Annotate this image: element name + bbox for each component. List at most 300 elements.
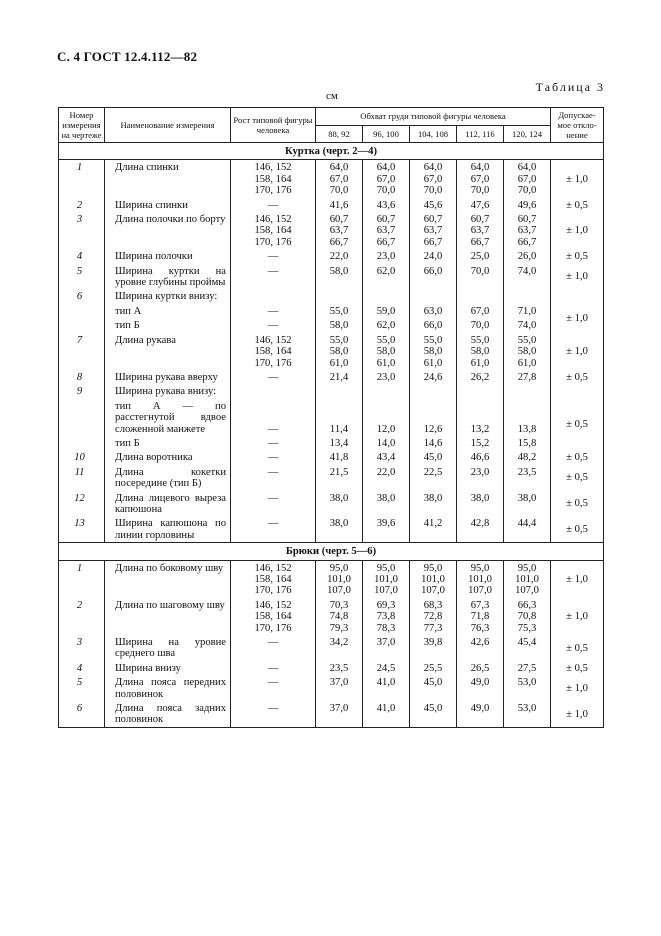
cell-line: 14,0 [376,437,396,449]
value-cell [457,491,504,517]
cell-line: 58,0 [329,320,349,332]
height-cell [231,465,316,491]
value-cell [316,491,363,517]
cell-line: 70,0 [329,185,349,197]
cell-line: 107,0 [327,585,351,597]
cell-line: 67,0 [517,173,537,185]
table-subrow [59,304,604,318]
measure-name: Ширина куртки на уровне глубины проймы [105,264,231,290]
height-cell [231,289,316,303]
cell-line: 146, 152 [254,562,292,574]
value-cell [504,384,551,398]
cell-line: 45,0 [423,703,443,715]
value-cell [504,249,551,263]
cell-line: 95,0 [517,562,537,574]
height-cell [231,701,316,727]
value-cell [363,370,410,384]
cell-line: 27,8 [517,371,537,383]
value-cell [316,212,363,249]
cell-line: 170, 176 [254,622,292,634]
cell-line: 23,0 [376,371,396,383]
value-cell [457,160,504,198]
cell-line: 13,2 [470,423,490,435]
cell-line: 146, 152 [254,214,292,226]
value-cell [410,370,457,384]
value-cell [410,436,457,450]
measure-number: 6 [59,289,105,303]
cell-line: 58,0 [329,265,349,277]
col-header-height: Рост типовой фигуры человека [231,108,316,143]
value-cell [363,560,410,598]
tolerance-cell: ± 1,0 [551,675,604,701]
value-cell [457,436,504,450]
value-cell [457,450,504,464]
cell-line: 66,7 [423,236,443,248]
value-cell [504,635,551,661]
height-cell [231,212,316,249]
height-cell [231,399,316,436]
cell-line: 24,0 [423,251,443,263]
cell-line: 39,6 [376,518,396,530]
cell-line: 74,0 [517,320,537,332]
table-row [59,450,604,464]
value-cell [410,516,457,542]
value-cell [410,249,457,263]
cell-line: 42,6 [470,637,490,649]
value-cell [363,399,410,436]
value-cell [316,160,363,198]
tolerance-cell: ± 0,5 [551,491,604,517]
measure-number: 3 [59,635,105,661]
cell-line: 70,0 [470,265,490,277]
cell-line: 23,0 [470,466,490,478]
height-cell [231,516,316,542]
value-cell [410,675,457,701]
measure-name: Длина спинки [105,160,231,198]
cell-line: 23,5 [517,466,537,478]
cell-line: 76,3 [470,622,490,634]
tolerance-cell: ± 1,0 [551,598,604,635]
value-cell [316,516,363,542]
cell-line: 170, 176 [254,357,292,369]
cell-line: 37,0 [329,677,349,689]
cell-line: 21,5 [329,466,349,478]
value-cell [363,384,410,398]
value-cell [457,318,504,332]
height-cell [231,318,316,332]
value-cell [410,212,457,249]
cell-line: 70,8 [517,611,537,623]
col-header-chest-size: 120, 124 [504,125,551,143]
value-cell [363,701,410,727]
measure-subname: тип Б [105,436,231,450]
value-cell [457,212,504,249]
value-cell [457,516,504,542]
tolerance-cell: ± 1,0 [551,212,604,249]
tolerance-cell: ± 0,5 [551,635,604,661]
measure-name: Длина рукава [105,333,231,370]
cell-line: 146, 152 [254,599,292,611]
cell-line: 58,0 [517,346,537,358]
cell-line: 64,0 [423,162,443,174]
value-cell [504,465,551,491]
value-cell [363,450,410,464]
cell-line: — [267,637,279,649]
value-cell [316,450,363,464]
cell-line: — [267,265,279,277]
tolerance-cell: ± 1,0 [551,333,604,370]
cell-line: 41,0 [376,703,396,715]
cell-line: 66,7 [376,236,396,248]
height-cell [231,560,316,598]
cell-line: 60,7 [423,214,443,226]
measure-name: Длина по боковому шву [105,560,231,598]
value-cell [363,160,410,198]
cell-line: 61,0 [470,357,490,369]
measure-name: Ширина полочки [105,249,231,263]
cell-line: 25,0 [470,251,490,263]
measure-number: 4 [59,249,105,263]
tolerance-cell: ± 0,5 [551,450,604,464]
cell-line: 158, 164 [254,611,292,623]
value-cell [316,661,363,675]
measure-name: Длина полочки по борту [105,212,231,249]
measure-number: 6 [59,701,105,727]
table-row [59,560,604,598]
section-title: Куртка (черт. 2—4) [59,143,604,160]
cell-line: 53,0 [517,703,537,715]
table-subrow [59,436,604,450]
cell-line: 38,0 [517,492,537,504]
cell-line: 64,0 [329,162,349,174]
measure-name: Ширина рукава внизу: [105,384,231,398]
cell-line: 24,6 [423,371,443,383]
measure-number: 7 [59,333,105,370]
cell-line: — [267,199,279,211]
table-row [59,635,604,661]
tolerance-cell: ± 0,5 [551,249,604,263]
cell-line: 15,2 [470,437,490,449]
cell-line: 55,0 [423,334,443,346]
tolerance-cell: ± 1,0 [551,560,604,598]
cell-line: — [267,677,279,689]
cell-line: 15,8 [517,437,537,449]
cell-line: — [267,320,279,332]
cell-line: 69,3 [376,599,396,611]
cell-line: 23,5 [329,662,349,674]
cell-line: 59,0 [376,305,396,317]
cell-line: 13,8 [517,423,537,435]
cell-line: 55,0 [329,305,349,317]
cell-line: 58,0 [376,346,396,358]
value-cell [363,333,410,370]
value-cell [457,598,504,635]
cell-line: 45,0 [423,452,443,464]
value-cell [363,436,410,450]
measure-number: 9 [59,384,105,398]
value-cell [363,289,410,303]
value-cell [504,436,551,450]
height-cell [231,384,316,398]
cell-line: 146, 152 [254,162,292,174]
cell-line: 75,3 [517,622,537,634]
measure-name: Длина воротника [105,450,231,464]
value-cell [316,635,363,661]
cell-line: 47,6 [470,199,490,211]
cell-line: 158, 164 [254,574,292,585]
value-cell [316,399,363,436]
height-cell [231,264,316,290]
measure-number: 8 [59,370,105,384]
measure-number [59,436,105,450]
cell-line: 170, 176 [254,236,292,248]
cell-line: 49,0 [470,677,490,689]
cell-line: 48,2 [517,452,537,464]
value-cell [410,318,457,332]
measure-subname: тип А [105,304,231,318]
cell-line: 11,4 [329,423,349,435]
cell-line: 146, 152 [254,334,292,346]
cell-line: 38,0 [329,492,349,504]
value-cell [316,289,363,303]
value-cell [410,560,457,598]
cell-line: 95,0 [470,562,490,574]
cell-line: — [267,371,279,383]
height-cell [231,333,316,370]
cell-line: 22,0 [329,251,349,263]
measure-number: 5 [59,264,105,290]
value-cell [457,333,504,370]
value-cell [316,560,363,598]
value-cell [363,198,410,212]
value-cell [457,198,504,212]
value-cell [504,160,551,198]
cell-line: 42,8 [470,518,490,530]
table-row [59,160,604,198]
cell-line: 41,2 [423,518,443,530]
value-cell [457,675,504,701]
cell-line: 101,0 [374,574,398,585]
value-cell [457,384,504,398]
cell-line: 71,0 [517,305,537,317]
cell-line: — [267,518,279,530]
height-cell [231,198,316,212]
col-header-chest-size: 88, 92 [316,125,363,143]
value-cell [457,701,504,727]
cell-line: 62,0 [376,320,396,332]
value-cell [410,399,457,436]
measure-number: 2 [59,198,105,212]
cell-line: 14,6 [423,437,443,449]
table-row [59,701,604,727]
cell-line: 41,8 [329,452,349,464]
col-header-chest-size: 104, 108 [410,125,457,143]
tolerance-cell: ± 1,0 [551,701,604,727]
tolerance-cell: ± 0,5 [551,384,604,450]
value-cell [316,436,363,450]
cell-line: 107,0 [468,585,492,597]
value-cell [504,212,551,249]
value-cell [410,701,457,727]
value-cell [363,465,410,491]
value-cell [363,318,410,332]
table-row [59,465,604,491]
cell-line: 61,0 [329,357,349,369]
cell-line: 107,0 [374,585,398,597]
height-cell [231,491,316,517]
measure-number [59,304,105,318]
cell-line: 53,0 [517,677,537,689]
value-cell [504,598,551,635]
measure-name: Ширина внизу [105,661,231,675]
cell-line: 95,0 [423,562,443,574]
measure-name: Длина пояса передних половинок [105,675,231,701]
cell-line: 66,7 [329,236,349,248]
value-cell [316,333,363,370]
cell-line: 74,0 [517,265,537,277]
cell-line: 24,5 [376,662,396,674]
value-cell [410,450,457,464]
cell-line: 71,8 [470,611,490,623]
table-row [59,661,604,675]
value-cell [457,635,504,661]
section-row [59,543,604,560]
value-cell [504,304,551,318]
cell-line: 63,7 [423,225,443,237]
cell-line: 34,2 [329,637,349,649]
cell-line: 61,0 [423,357,443,369]
cell-line: 170, 176 [254,185,292,197]
cell-line: 38,0 [470,492,490,504]
table-caption: Таблица 3 [535,80,605,94]
cell-line: 158, 164 [254,173,292,185]
cell-line: 13,4 [329,437,349,449]
value-cell [504,198,551,212]
cell-line: 12,0 [376,423,396,435]
cell-line: 43,4 [376,452,396,464]
cell-line: 61,0 [376,357,396,369]
cell-line: 64,0 [470,162,490,174]
col-header-tolerance: Допускае-мое откло-нение [551,108,604,143]
value-cell [316,318,363,332]
col-header-chest: Обхват груди типовой фигуры человека [316,108,551,126]
value-cell [504,370,551,384]
value-cell [363,675,410,701]
cell-line: 64,0 [376,162,396,174]
cell-line: 63,7 [329,225,349,237]
value-cell [316,598,363,635]
value-cell [504,661,551,675]
cell-line: 43,6 [376,199,396,211]
cell-line: 101,0 [468,574,492,585]
cell-line: — [267,662,279,674]
value-cell [410,598,457,635]
value-cell [410,465,457,491]
value-cell [316,304,363,318]
cell-line: 158, 164 [254,225,292,237]
value-cell [316,701,363,727]
cell-line: 72,8 [423,611,443,623]
measure-name: Длина кокетки посередине (тип Б) [105,465,231,491]
table-subrow [59,399,604,436]
value-cell [410,661,457,675]
section-row [59,143,604,160]
cell-line: — [267,305,279,317]
measurements-table [58,107,604,728]
cell-line: 67,0 [329,173,349,185]
cell-line: 60,7 [517,214,537,226]
cell-line: 26,2 [470,371,490,383]
cell-line: 64,0 [517,162,537,174]
cell-line: — [267,423,279,435]
cell-line: 45,4 [517,637,537,649]
cell-line: 37,0 [376,637,396,649]
value-cell [410,160,457,198]
cell-line: 107,0 [421,585,445,597]
cell-line: 49,0 [470,703,490,715]
cell-line: 60,7 [376,214,396,226]
table-row [59,264,604,290]
measure-number: 2 [59,598,105,635]
height-cell [231,436,316,450]
measure-name: Длина по шаговому шву [105,598,231,635]
table-row [59,249,604,263]
cell-line: — [267,466,279,478]
measure-number: 11 [59,465,105,491]
cell-line: 39,8 [423,637,443,649]
cell-line: 67,0 [470,173,490,185]
cell-line: 67,3 [470,599,490,611]
value-cell [457,560,504,598]
value-cell [363,249,410,263]
cell-line: 73,8 [376,611,396,623]
table-subrow [59,318,604,332]
table-row [59,675,604,701]
cell-line: — [267,492,279,504]
cell-line: 101,0 [515,574,539,585]
value-cell [457,264,504,290]
units-label: см [326,90,338,102]
value-cell [363,212,410,249]
cell-line: 63,7 [517,225,537,237]
cell-line: 70,3 [329,599,349,611]
cell-line: 95,0 [329,562,349,574]
height-cell [231,661,316,675]
cell-line: 38,0 [423,492,443,504]
cell-line: 70,0 [376,185,396,197]
value-cell [504,516,551,542]
value-cell [410,264,457,290]
value-cell [457,370,504,384]
cell-line: 55,0 [376,334,396,346]
tolerance-cell: ± 0,5 [551,370,604,384]
height-cell [231,635,316,661]
value-cell [504,264,551,290]
cell-line: 41,0 [376,677,396,689]
value-cell [363,491,410,517]
height-cell [231,450,316,464]
measure-name: Длина лицевого выреза капюшона [105,491,231,517]
cell-line: 70,0 [470,185,490,197]
value-cell [504,289,551,303]
cell-line: 79,3 [329,622,349,634]
tolerance-cell: ± 0,5 [551,661,604,675]
value-cell [457,304,504,318]
measure-subname: тип Б [105,318,231,332]
value-cell [316,264,363,290]
value-cell [363,264,410,290]
cell-line: 66,0 [423,265,443,277]
